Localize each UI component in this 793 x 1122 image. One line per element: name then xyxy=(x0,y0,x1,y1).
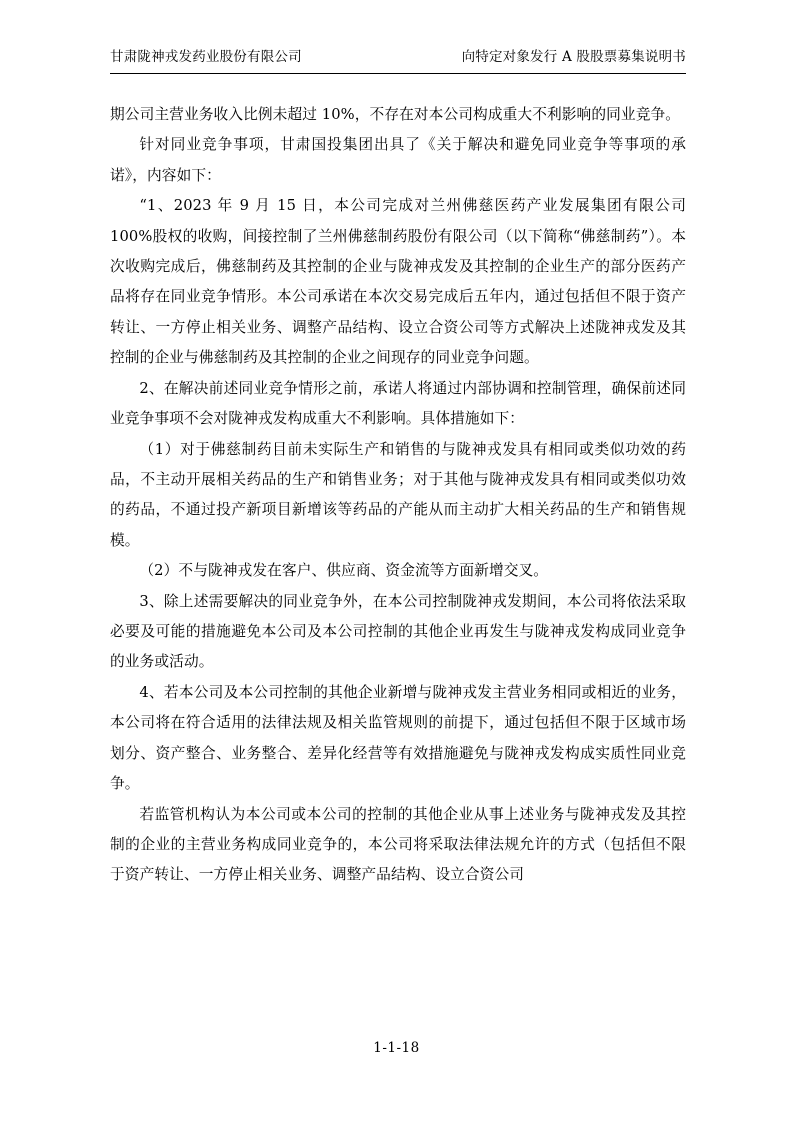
page-content xyxy=(110,48,686,891)
page-header xyxy=(110,48,686,74)
paragraph-9: 若监管机构认为本公司或本公司的控制的其他企业从事上述业务与陇神戎发及其控制的企业的主营业务构成同业竞争的，本公司将采取法律法规允许的方式（包括但不限于资产转让、一方停止相关业务、调整产品结构、设立合资公司 xyxy=(110,805,686,884)
header-company-name: 甘肃陇神戎发药业股份有限公司 xyxy=(110,49,302,65)
paragraph-3: “1、2023 年 9 月 15 日，本公司完成对兰州佛慈医药产业发展集团有限公司 100%股权的收购，间接控制了兰州佛慈制药股份有限公司（以下简称“佛慈制药”）。本次收购完成后，佛慈制药及其控制的企业与陇神戎发及其控制的企业生产的部分医药产品将存在同业竞争情形。本公司承诺在本次交易完成后五年内，通过包括但不限于资产转让、一方停止相关业务、调整产品结构、设立合资公司等方式解决上述陇神戎发及其控制的企业与佛慈制药及其控制的企业之间现存的同业竞争问题。 xyxy=(110,197,686,367)
paragraph-5: （1）对于佛慈制药目前未实际生产和销售的与陇神戎发具有相同或类似功效的药品，不主动开展相关药品的生产和销售业务；对于其他与陇神戎发具有相同或类似功效的药品，不通过投产新项目新增该等药品的产能从而主动扩大相关药品的生产和销售规模。 xyxy=(110,440,686,549)
page-number: 1-1-18 xyxy=(373,1040,420,1056)
paragraph-7: 3、除上述需要解决的同业竞争外，在本公司控制陇神戎发期间，本公司将依法采取必要及可能的措施避免本公司及本公司控制的其他企业再发生与陇神戎发构成同业竞争的业务或活动。 xyxy=(110,592,686,671)
paragraph-1: 期公司主营业务收入比例未超过 10%，不存在对本公司构成重大不利影响的同业竞争。 xyxy=(110,105,681,123)
paragraph-6: （2）不与陇神戎发在客户、供应商、资金流等方面新增交叉。 xyxy=(139,562,549,580)
header-document-title: 向特定对象发行 A 股股票募集说明书 xyxy=(461,49,686,65)
document-body xyxy=(110,100,686,891)
paragraph-4: 2、在解决前述同业竞争情形之前，承诺人将通过内部协调和控制管理，确保前述同业竞争事项不会对陇神戎发构成重大不利影响。具体措施如下： xyxy=(110,379,686,428)
page-footer xyxy=(0,1040,793,1056)
paragraph-8: 4、若本公司及本公司控制的其他企业新增与陇神戎发主营业务相同或相近的业务，本公司将在符合适用的法律法规及相关监管规则的前提下，通过包括但不限于区域市场划分、资产整合、业务整合、差异化经营等有效措施避免与陇神戎发构成实质性同业竞争。 xyxy=(110,683,686,793)
paragraph-2: 针对同业竞争事项，甘肃国投集团出具了《关于解决和避免同业竞争等事项的承诺》，内容如下： xyxy=(110,136,686,184)
